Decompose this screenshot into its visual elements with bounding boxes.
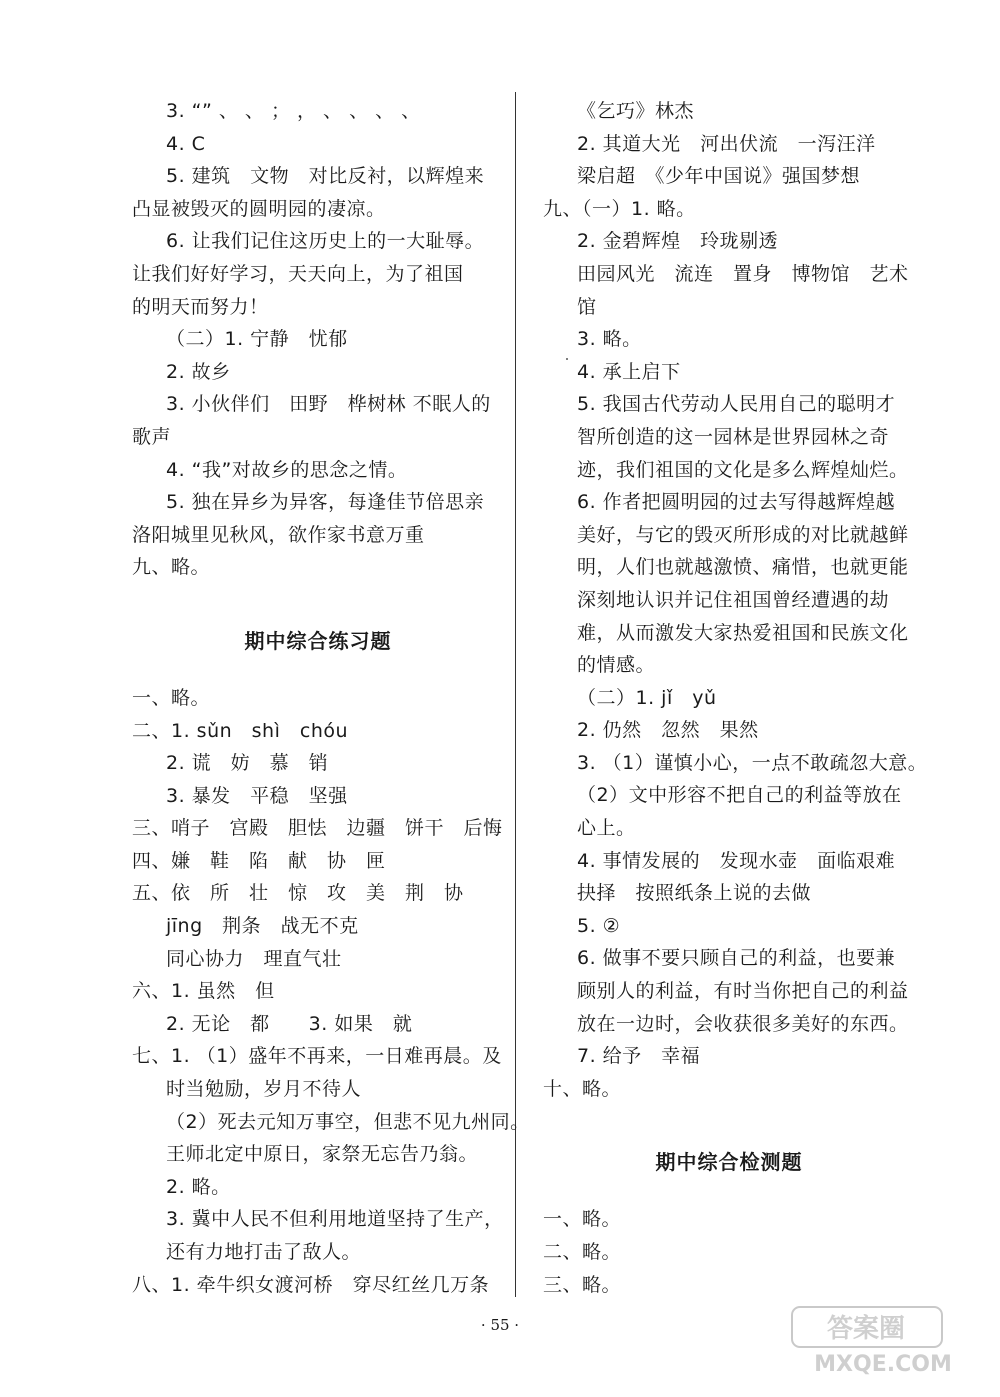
answer-line: 十、略。 <box>543 1077 622 1100</box>
answer-line: 八、1. 牵牛织女渡河桥 穿尽红丝几万条 <box>132 1273 490 1296</box>
answer-line: 九、略。 <box>132 556 211 579</box>
page-number: · 55 · <box>480 1316 520 1334</box>
answer-line: 2. 故乡 <box>166 360 231 383</box>
answer-line: 洛阳城里见秋风，欲作家书意万重 <box>132 523 425 546</box>
answer-line: 3. 冀中人民不但利用地道坚持了生产， <box>166 1208 504 1231</box>
answer-line: 凸显被毁灭的圆明园的凄凉。 <box>132 197 386 220</box>
answer-line: 放在一边时，会收获很多美好的东西。 <box>577 1012 909 1035</box>
answer-line: jīng 荆条 战无不克 <box>166 915 359 938</box>
answer-line: 的情感。 <box>577 654 656 677</box>
answer-line: 4. “我”对故乡的思念之情。 <box>166 458 408 481</box>
answer-line: 4. 承上启下 <box>577 360 681 383</box>
answer-line: 3. 暴发 平稳 坚强 <box>166 784 348 807</box>
answer-line: 歌声 <box>132 425 172 448</box>
answer-line: （2）文中形容不把自己的利益等放在 <box>577 784 902 807</box>
answer-line: 抉择 按照纸条上说的去做 <box>577 882 812 905</box>
spacer <box>132 672 504 682</box>
answer-line: 的明天而努力！ <box>132 295 269 318</box>
answer-line: 一、略。 <box>132 686 211 709</box>
answer-line: 2. 谎 妨 慕 销 <box>166 752 329 775</box>
answer-line: 美好，与它的毁灭所形成的对比就越鲜 <box>577 523 909 546</box>
answer-line: 3. （1）谨慎小心，一点不敢疏忽大意。 <box>577 751 928 774</box>
answer-line: 2. 金碧辉煌 玲珑剔透 <box>577 230 779 253</box>
spacer <box>543 1105 915 1131</box>
ink-speck <box>566 358 568 360</box>
watermark-top-text: 答案圈 <box>826 1314 906 1344</box>
answer-line: 还有力地打击了敌人。 <box>166 1241 362 1263</box>
answer-line: 四、嫌 鞋 陷 献 协 匣 <box>132 849 386 872</box>
section-title: 期中综合检测题 <box>655 1150 803 1175</box>
answer-line: 2. 仍然 忽然 果然 <box>577 719 759 742</box>
right-column <box>543 95 928 1301</box>
answer-line: 7. 给予 幸福 <box>577 1045 701 1068</box>
answer-line: 6. 作者把圆明园的过去写得越辉煌越 <box>577 491 896 514</box>
answer-line: 二、略。 <box>543 1241 622 1263</box>
answer-line: 三、哨子 宫殿 胆怯 边疆 饼干 后悔 <box>132 817 503 840</box>
answer-line: 王师北定中原日，家祭无忘告乃翁。 <box>166 1143 479 1166</box>
answer-line: 明，人们也就越激愤、痛惜，也就更能 <box>577 556 909 579</box>
answer-line: 2. 略。 <box>166 1175 231 1198</box>
answer-line: 田园风光 流连 置身 博物馆 艺术 <box>577 262 909 285</box>
answer-line: 难，从而激发大家热爱祖国和民族文化 <box>577 621 909 644</box>
answer-line: 5. ② <box>577 914 621 937</box>
answer-line: 智所创造的这一园林是世界园林之奇 <box>577 425 890 448</box>
answer-line: 深刻地认识并记住祖国曾经遭遇的劫 <box>577 588 890 611</box>
answer-line: 4. C <box>166 132 206 155</box>
answer-line: 一、略。 <box>543 1208 622 1231</box>
answer-line: 迹，我们祖国的文化是多么辉煌灿烂。 <box>577 458 909 481</box>
answer-line: 6. 让我们记住这历史上的一大耻辱。 <box>166 230 485 253</box>
answer-line: 三、略。 <box>543 1273 622 1296</box>
section-title: 期中综合练习题 <box>244 628 392 653</box>
answer-line: 5. 我国古代劳动人民用自己的聪明才 <box>577 393 896 416</box>
answer-line: （二）1. jǐ yǔ <box>577 686 717 709</box>
spacer <box>132 584 504 610</box>
answer-line: 让我们好好学习，天天向上，为了祖国 <box>132 262 464 285</box>
left-column <box>132 95 530 1301</box>
answer-line: 二、1. sǔn shì chóu <box>132 719 349 742</box>
answer-line: 馆 <box>577 295 597 318</box>
answer-line: 3. “” 、 、 ； ， 、 、 、 、 <box>166 100 421 122</box>
answer-line: 2. 无论 都 3. 如果 就 <box>166 1012 413 1035</box>
watermark-logo <box>788 1305 978 1379</box>
watermark-bottom-text: MXQE.COM <box>814 1352 952 1377</box>
answer-line: 2. 其道大光 河出伏流 一泻汪洋 <box>577 132 876 155</box>
answer-line: （二）1. 宁静 忧郁 <box>166 328 348 351</box>
answer-line: 七、1. （1）盛年不再来，一日难再晨。及 <box>132 1045 502 1068</box>
answer-line: 梁启超 《少年中国说》强国梦想 <box>577 165 861 188</box>
answer-line: （2）死去元知万事空，但悲不见九州同。 <box>166 1110 530 1133</box>
answer-line: 九、（一）1. 略。 <box>543 197 696 220</box>
answer-line: 3. 略。 <box>577 328 642 351</box>
answer-line: 5. 独在异乡为异客，每逢佳节倍思亲 <box>166 491 485 514</box>
spacer <box>543 1193 915 1203</box>
answer-line: 5. 建筑 文物 对比反衬，以辉煌来 <box>166 165 485 188</box>
answer-line: 《乞巧》林杰 <box>577 100 695 122</box>
answer-line: 同心协力 理直气壮 <box>166 947 342 970</box>
answer-line: 3. 小伙伴们 田野 桦树林 不眠人的 <box>166 393 491 416</box>
answer-line: 五、依 所 壮 惊 攻 美 荆 协 <box>132 882 464 905</box>
answer-line: 心上。 <box>577 817 636 840</box>
answer-line: 六、1. 虽然 但 <box>132 980 275 1003</box>
answer-line: 6. 做事不要只顾自己的利益，也要兼 <box>577 947 896 970</box>
answer-line: 时当勉励，岁月不待人 <box>166 1078 362 1101</box>
answer-line: 顾别人的利益，有时当你把自己的利益 <box>577 980 909 1003</box>
answer-line: 4. 事情发展的 发现水壶 面临艰难 <box>577 849 896 872</box>
